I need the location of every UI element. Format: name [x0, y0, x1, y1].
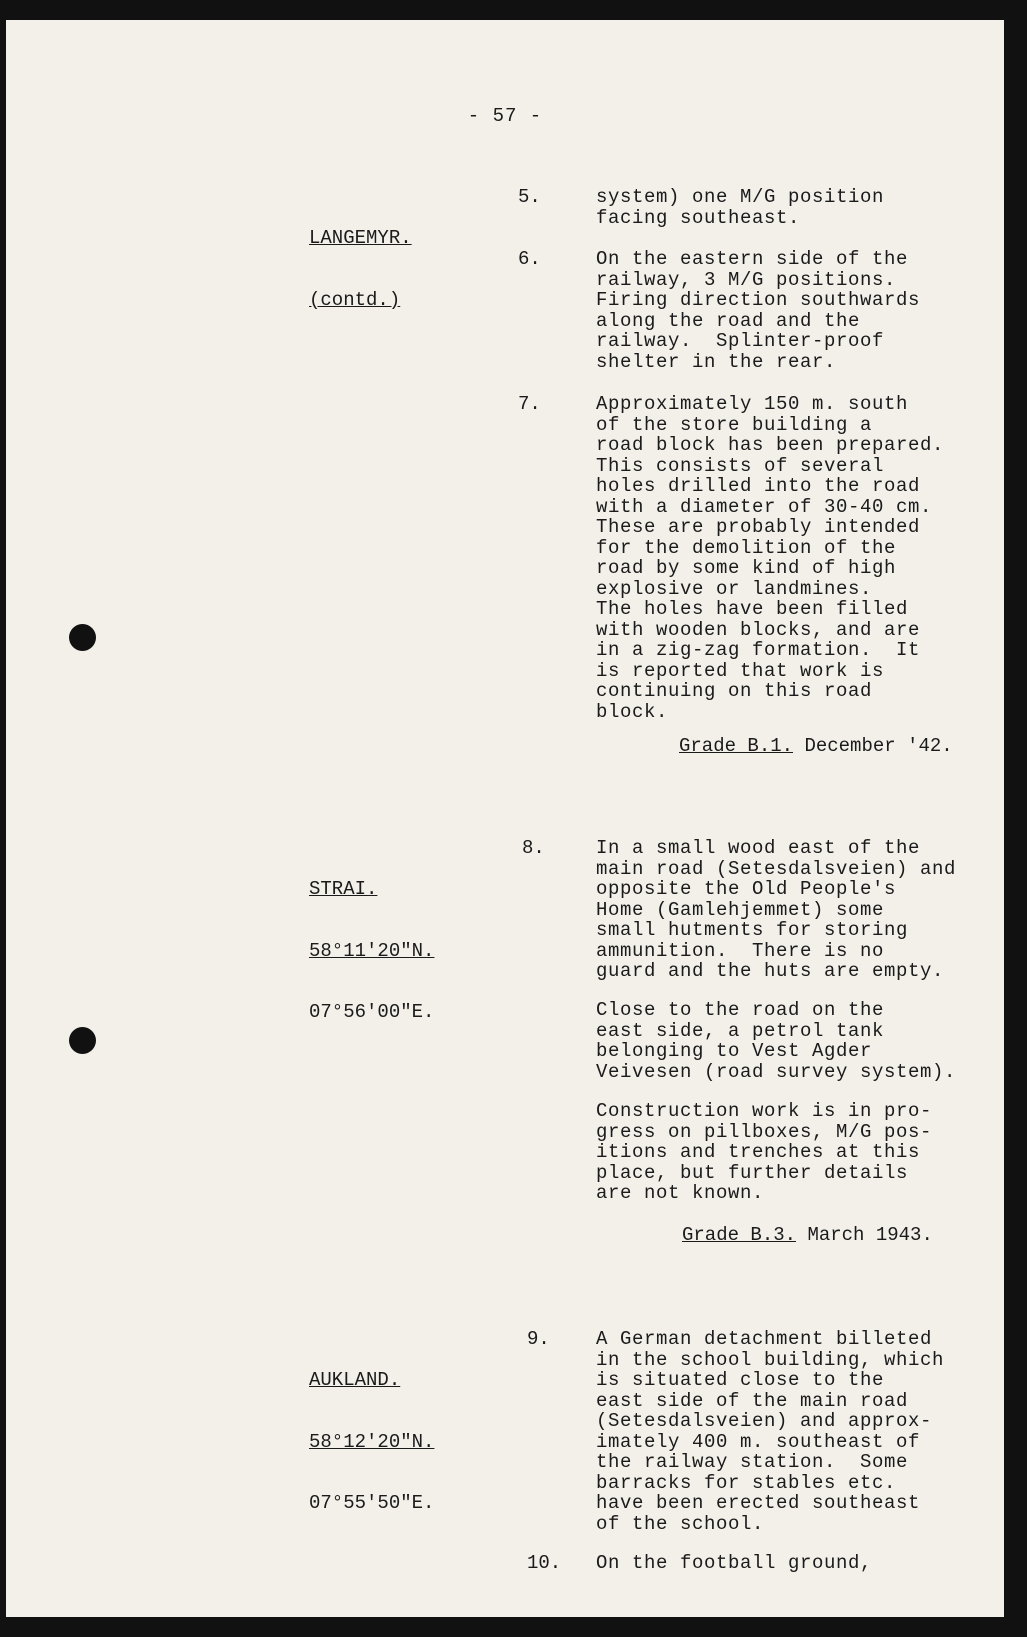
grade-line — [679, 736, 953, 757]
location-latitude: 58°12'20"N. — [309, 1430, 435, 1453]
location-name: LANGEMYR. — [309, 227, 412, 249]
document-page — [6, 20, 1004, 1617]
location-note: (contd.) — [309, 288, 401, 311]
paragraph-text: On the football ground, — [596, 1552, 873, 1574]
punch-hole — [69, 1027, 96, 1054]
location-langemyr — [309, 187, 412, 351]
grade-date: March 1943. — [807, 1224, 933, 1246]
paragraph-number: 10. — [527, 1552, 562, 1574]
paragraph-text: Approximately 150 m. south of the store building a road block has been prepared. This consists of several holes drilled into the road with a diameter of 30-40 cm. These are probably intended for the demolition of the road by some kind of high explosive or landmines. The holes have been filled with wooden blocks, and are in a zig-zag formation. It is reported that work is continuing on this road block. — [596, 393, 945, 723]
paragraph-text: On the eastern side of the railway, 3 M/G positions. Firing direction southwards along the road and the railway. Splinter-proof shelter in the rear. — [596, 248, 921, 373]
location-longitude: 07°55'50"E. — [309, 1492, 435, 1514]
location-name: AUKLAND. — [309, 1369, 401, 1391]
paragraph-number: 5. — [518, 186, 541, 208]
paragraph-text: system) one M/G position facing southeast. — [596, 186, 885, 229]
punch-hole — [69, 624, 96, 651]
location-longitude: 07°56'00"E. — [309, 1001, 435, 1023]
paragraph-text: Close to the road on the east side, a petrol tank belonging to Vest Agder Veivesen (road survey system). — [596, 999, 957, 1083]
paragraph-number: 8. — [522, 837, 545, 859]
grade-date: December '42. — [804, 735, 953, 757]
paragraph-text: In a small wood east of the main road (Setesdalsveien) and opposite the Old People's Home (Gamlehjemmet) some small hutments for storing ammunition. There is no guard and the huts are empty. — [596, 837, 957, 982]
location-strai — [309, 838, 434, 1064]
grade-label: Grade B.3. — [682, 1224, 797, 1246]
paragraph-number: 9. — [527, 1328, 550, 1350]
paragraph-number: 7. — [518, 393, 541, 415]
grade-label: Grade B.1. — [679, 735, 794, 757]
location-aukland — [309, 1329, 434, 1555]
paragraph-text: Construction work is in pro- gress on pillboxes, M/G pos- itions and trenches at this place, but further details are not known. — [596, 1100, 933, 1204]
page-number: - 57 - — [467, 105, 543, 127]
location-name: STRAI. — [309, 878, 378, 900]
paragraph-number: 6. — [518, 248, 541, 270]
location-latitude: 58°11'20"N. — [309, 939, 435, 962]
paragraph-text: A German detachment billeted in the school building, which is situated close to the east side of the main road (Setesdalsveien) and approx- imately 400 m. southeast of the railway station. Some barracks for stables etc. have been erected southeast of the school. — [596, 1328, 945, 1535]
grade-line — [682, 1225, 933, 1246]
